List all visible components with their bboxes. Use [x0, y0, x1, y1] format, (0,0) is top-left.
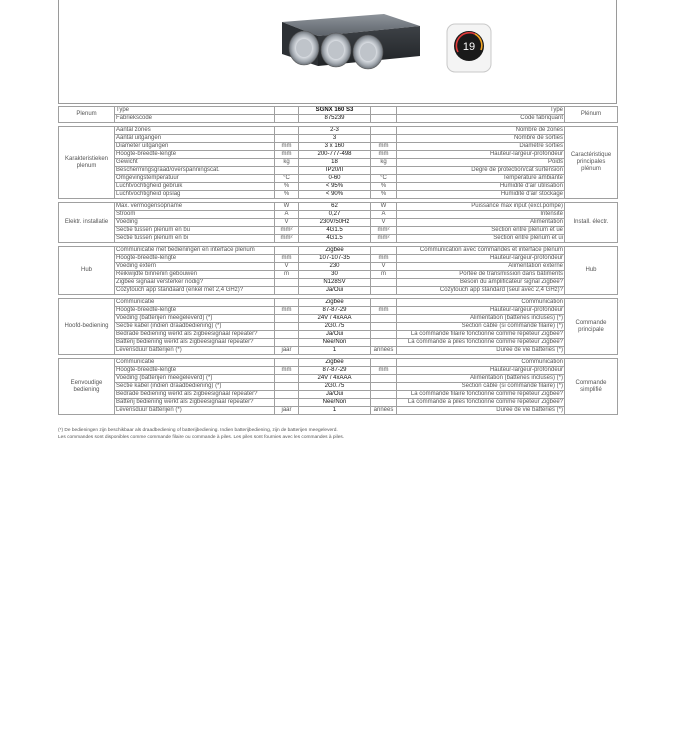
spec-label-fr: Alimentation (batteries incluses) (*) — [397, 375, 565, 383]
spec-label-nl: Aantal uitgangen — [115, 135, 275, 143]
footnote-nl: (*) De bedieningen zijn beschikbaar als draadbediening of batterijbediening. Indien batterijbediening, zijn de batterijen meegeleverd. — [58, 428, 338, 433]
spec-value: < 95% — [299, 183, 371, 191]
spec-label-fr: Hauteur-largeur-profondeur — [397, 255, 565, 263]
spec-label-nl: Communicatie met bedieningen en interface plenum — [115, 247, 275, 255]
spec-label-nl: Type — [115, 107, 275, 115]
table-row — [59, 175, 618, 183]
spec-value: 4G1.5 — [299, 235, 371, 243]
spec-value: IP20/II — [299, 167, 371, 175]
unit-nl: mm — [275, 307, 299, 315]
spec-label-nl: Hoogte-breedte-lengte — [115, 151, 275, 159]
spec-label-fr: La commande à piles fonctionne comme répéteur Zigbee? — [397, 399, 565, 407]
unit-fr: W — [371, 203, 397, 211]
group-label-fr: Commande principale — [565, 299, 618, 355]
spec-value: 1 — [299, 347, 371, 355]
unit-nl — [275, 127, 299, 135]
spec-value: Zigbee — [299, 247, 371, 255]
table-row — [59, 115, 618, 123]
group-label-fr: Plénum — [565, 107, 618, 123]
spec-label-fr: Intensité — [397, 211, 565, 219]
spec-label-fr: Humidité d'air stockage — [397, 191, 565, 199]
unit-nl: W — [275, 203, 299, 211]
spec-label-nl: Levensduur batterijen (*) — [115, 407, 275, 415]
table-row — [59, 151, 618, 159]
unit-fr — [371, 279, 397, 287]
unit-fr: m — [371, 271, 397, 279]
plenum-unit-image — [274, 12, 424, 78]
spec-label-fr: Diamètre sorties — [397, 143, 565, 151]
spec-label-fr: Portée de transmission dans bâtiments — [397, 271, 565, 279]
spec-label-nl: Hoogte-breedte-lengte — [115, 367, 275, 375]
product-images — [58, 0, 617, 104]
unit-fr — [371, 359, 397, 367]
unit-nl: mm — [275, 151, 299, 159]
table-row — [59, 235, 618, 243]
spec-label-nl: Communicatie — [115, 359, 275, 367]
spec-value: Nee/Non — [299, 399, 371, 407]
unit-fr: A — [371, 211, 397, 219]
unit-nl — [275, 359, 299, 367]
unit-fr — [371, 127, 397, 135]
unit-fr: années — [371, 407, 397, 415]
unit-fr: années — [371, 347, 397, 355]
spec-label-nl: Sectie kabel (indien draadbediening) (*) — [115, 323, 275, 331]
spec-value: Ja/Oui — [299, 331, 371, 339]
unit-fr: °C — [371, 175, 397, 183]
table-row — [59, 375, 618, 383]
unit-fr: mm — [371, 151, 397, 159]
unit-nl: m — [275, 271, 299, 279]
spec-label-fr: Cozytouch app standard (seul avec 2,4 GHz)? — [397, 287, 565, 295]
table-row — [59, 203, 618, 211]
table-row — [59, 347, 618, 355]
table-row — [59, 159, 618, 167]
spec-value: 87-87-29 — [299, 367, 371, 375]
unit-fr — [371, 115, 397, 123]
group-label-fr: Caractéristique principales plénum — [565, 127, 618, 199]
spec-label-fr: Besoin du amplificateur signal Zigbee? — [397, 279, 565, 287]
unit-fr — [371, 167, 397, 175]
spec-label-fr: Section entre plenum et ui — [397, 235, 565, 243]
unit-fr — [371, 287, 397, 295]
unit-nl: % — [275, 183, 299, 191]
spec-label-fr: La commande filaire fonctionne comme répéteur Zigbee? — [397, 331, 565, 339]
spec-label-fr: Durée de vie batteries (*) — [397, 407, 565, 415]
spec-label-nl: Fabriekscode — [115, 115, 275, 123]
spec-value: Ja/Oui — [299, 391, 371, 399]
group-label-nl: Eenvoudige bediening — [59, 359, 115, 415]
table-row — [59, 367, 618, 375]
unit-nl — [275, 115, 299, 123]
spec-value: 24V / 4xAAA — [299, 375, 371, 383]
spec-label-fr: Alimentation externe — [397, 263, 565, 271]
spec-label-nl: Voeding — [115, 219, 275, 227]
spec-label-nl: Cozytouch app standaard (enkel met 2,4 GHz)? — [115, 287, 275, 295]
unit-fr — [371, 399, 397, 407]
group-label-nl: Karakteristieken plenum — [59, 127, 115, 199]
spec-value: N128SV — [299, 279, 371, 287]
table-row — [59, 191, 618, 199]
table-row — [59, 183, 618, 191]
unit-fr: % — [371, 191, 397, 199]
unit-nl: V — [275, 263, 299, 271]
spec-value: 3 — [299, 135, 371, 143]
spec-label-nl: Batterij bediening werkt als zigbeesignaal repeater? — [115, 339, 275, 347]
spec-label-nl: Voeding (batterijen meegeleverd) (*) — [115, 315, 275, 323]
unit-nl — [275, 323, 299, 331]
spec-value: 24V / 4xAAA — [299, 315, 371, 323]
spec-value: Zigbee — [299, 359, 371, 367]
thermostat-image — [445, 22, 493, 74]
footnotes — [58, 428, 618, 441]
spec-label-nl: Sectie tussen plenum en bu — [115, 227, 275, 235]
unit-fr — [371, 339, 397, 347]
spec-label-fr: Type — [397, 107, 565, 115]
table-row — [59, 255, 618, 263]
unit-nl — [275, 331, 299, 339]
unit-fr: V — [371, 219, 397, 227]
unit-nl: jaar — [275, 347, 299, 355]
spec-value: 0,27 — [299, 211, 371, 219]
specification-table — [58, 106, 618, 415]
spec-label-nl: Reikwijdte binnenin gebouwen — [115, 271, 275, 279]
spec-label-fr: La commande à piles fonctionne comme répéteur Zigbee? — [397, 339, 565, 347]
table-row — [59, 211, 618, 219]
table-row — [59, 263, 618, 271]
table-row — [59, 271, 618, 279]
table-row — [59, 391, 618, 399]
spec-label-fr: Nombre de zones — [397, 127, 565, 135]
spec-value: SGNX 160 S3 — [299, 107, 371, 115]
spec-label-fr: Section entre plenum et ue — [397, 227, 565, 235]
unit-nl: jaar — [275, 407, 299, 415]
unit-fr: mm — [371, 307, 397, 315]
spec-label-nl: Sectie kabel (indien draadbediening) (*) — [115, 383, 275, 391]
spec-value: 18 — [299, 159, 371, 167]
unit-nl — [275, 315, 299, 323]
spec-label-nl: Max. vermogensopname — [115, 203, 275, 211]
spec-value: 0-60 — [299, 175, 371, 183]
unit-nl — [275, 287, 299, 295]
table-row — [59, 143, 618, 151]
spec-value: 4G1.5 — [299, 227, 371, 235]
spec-label-nl: Luchtvochtigheid gebruik — [115, 183, 275, 191]
spec-label-nl: Levensduur batterijen (*) — [115, 347, 275, 355]
unit-nl: mm — [275, 143, 299, 151]
unit-nl: kg — [275, 159, 299, 167]
unit-fr — [371, 315, 397, 323]
spec-value: Ja/Oui — [299, 287, 371, 295]
table-row — [59, 219, 618, 227]
footnote-fr: Les commandes sont disponibles comme commande filaire ou commande à piles. Les piles sont fournies avec les commandes à piles. — [58, 434, 345, 440]
spec-label-fr: Hauteur-largeur-profondeur — [397, 307, 565, 315]
unit-nl: mm — [275, 367, 299, 375]
table-row — [59, 287, 618, 295]
spec-label-fr: Code fabriquant — [397, 115, 565, 123]
group-label-fr: Install. électr. — [565, 203, 618, 243]
unit-fr — [371, 247, 397, 255]
spec-label-nl: Omgevingstemperatuur — [115, 175, 275, 183]
unit-nl — [275, 247, 299, 255]
spec-label-fr: Durée de vie batteries (*) — [397, 347, 565, 355]
spec-value: 3 x 160 — [299, 143, 371, 151]
group-label-nl: Plenum — [59, 107, 115, 123]
spec-value: 230V/50Hz — [299, 219, 371, 227]
table-row — [59, 127, 618, 135]
spec-value: 62 — [299, 203, 371, 211]
unit-fr — [371, 331, 397, 339]
table-row — [59, 279, 618, 287]
spec-label-nl: Luchtvochtigheid opslag — [115, 191, 275, 199]
spec-label-fr: Nombre de sorties — [397, 135, 565, 143]
table-row — [59, 383, 618, 391]
table-row — [59, 323, 618, 331]
spec-label-fr: Hauteur-largeur-profondeur — [397, 151, 565, 159]
spec-value: Nee/Non — [299, 339, 371, 347]
table-row — [59, 359, 618, 367]
spec-label-nl: Aantal zones — [115, 127, 275, 135]
spec-label-fr: La commande filaire fonctionne comme répéteur Zigbee? — [397, 391, 565, 399]
unit-fr: mm² — [371, 227, 397, 235]
unit-nl — [275, 299, 299, 307]
unit-fr: mm² — [371, 235, 397, 243]
table-row — [59, 315, 618, 323]
unit-fr — [371, 323, 397, 331]
unit-fr — [371, 135, 397, 143]
unit-fr — [371, 299, 397, 307]
table-row — [59, 307, 618, 315]
unit-nl: °C — [275, 175, 299, 183]
spec-value: 107-107-35 — [299, 255, 371, 263]
spec-label-nl: Voeding (batterijen meegeleverd) (*) — [115, 375, 275, 383]
spec-label-fr: Communication — [397, 359, 565, 367]
spec-label-nl: Communicatie — [115, 299, 275, 307]
table-row — [59, 107, 618, 115]
table-row — [59, 135, 618, 143]
spec-label-fr: Alimentation — [397, 219, 565, 227]
thermostat-reading: 19 — [462, 41, 476, 53]
spec-label-nl: Beschermingsgraad/overspanningscat. — [115, 167, 275, 175]
spec-label-nl: Voeding extern — [115, 263, 275, 271]
group-label-fr: Commande simplifié — [565, 359, 618, 415]
unit-nl — [275, 339, 299, 347]
group-label-fr: Hub — [565, 247, 618, 295]
unit-fr: V — [371, 263, 397, 271]
unit-nl: mm² — [275, 227, 299, 235]
spec-label-nl: Stroom — [115, 211, 275, 219]
spec-value: 875239 — [299, 115, 371, 123]
spec-value: 87-87-29 — [299, 307, 371, 315]
spec-label-fr: Communication — [397, 299, 565, 307]
spec-label-nl: Sectie tussen plenum en bi — [115, 235, 275, 243]
spec-label-nl: Hoogte-breedte-lengte — [115, 307, 275, 315]
table-row — [59, 167, 618, 175]
unit-nl — [275, 135, 299, 143]
unit-nl: V — [275, 219, 299, 227]
unit-fr: mm — [371, 367, 397, 375]
table-row — [59, 299, 618, 307]
group-label-nl: Hub — [59, 247, 115, 295]
unit-nl: A — [275, 211, 299, 219]
spec-label-nl: Bedrade bediening werkt als zigbeesignaal repeater? — [115, 391, 275, 399]
unit-nl — [275, 399, 299, 407]
spec-label-fr: Poids — [397, 159, 565, 167]
table-row — [59, 331, 618, 339]
spec-label-fr: Communication avec commandes et interface plénum — [397, 247, 565, 255]
spec-value: < 90% — [299, 191, 371, 199]
table-row — [59, 227, 618, 235]
group-label-nl: Hoofd-bediening — [59, 299, 115, 355]
spec-label-nl: Batterij bediening werkt als zigbeesignaal repeater? — [115, 399, 275, 407]
spec-label-fr: Degré de protection/cat surtension — [397, 167, 565, 175]
table-row — [59, 247, 618, 255]
spec-label-fr: Température ambiante — [397, 175, 565, 183]
group-label-nl: Elektr. installatie — [59, 203, 115, 243]
unit-fr: mm — [371, 255, 397, 263]
spec-value: Zigbee — [299, 299, 371, 307]
spec-value: 30 — [299, 271, 371, 279]
spec-sheet — [58, 0, 617, 415]
unit-nl: mm — [275, 255, 299, 263]
table-row — [59, 339, 618, 347]
unit-nl: % — [275, 191, 299, 199]
spec-value: 2G0.75 — [299, 383, 371, 391]
spec-label-nl: Diameter uitgangen — [115, 143, 275, 151]
spec-value: 230 — [299, 263, 371, 271]
unit-nl: mm² — [275, 235, 299, 243]
unit-fr: % — [371, 183, 397, 191]
spec-label-fr: Section câble (si commande filaire) (*) — [397, 323, 565, 331]
unit-nl — [275, 167, 299, 175]
spec-label-fr: Section câble (si commande filaire) (*) — [397, 383, 565, 391]
unit-nl — [275, 383, 299, 391]
spec-label-fr: Puissance max input (excl.pompe) — [397, 203, 565, 211]
unit-fr: kg — [371, 159, 397, 167]
spec-label-nl: Gewicht — [115, 159, 275, 167]
spec-value: 2G0.75 — [299, 323, 371, 331]
spec-value: 200-777-498 — [299, 151, 371, 159]
unit-fr — [371, 375, 397, 383]
spec-value: 2-3 — [299, 127, 371, 135]
unit-nl — [275, 107, 299, 115]
spec-label-nl: Bedrade bediening werkt als zigbeesignaal repeater? — [115, 331, 275, 339]
unit-nl — [275, 391, 299, 399]
spec-label-fr: Hauteur-largeur-profondeur — [397, 367, 565, 375]
spec-value: 1 — [299, 407, 371, 415]
unit-fr — [371, 391, 397, 399]
unit-fr — [371, 383, 397, 391]
spec-label-fr: Humidité d'air utilisation — [397, 183, 565, 191]
unit-fr: mm — [371, 143, 397, 151]
unit-nl — [275, 375, 299, 383]
spec-label-nl: Hoogte-breedte-lengte — [115, 255, 275, 263]
unit-nl — [275, 279, 299, 287]
table-row — [59, 407, 618, 415]
spec-label-fr: Alimentation (batteries incluses) (*) — [397, 315, 565, 323]
spec-label-nl: Zigbee signaal versterker nodig? — [115, 279, 275, 287]
unit-fr — [371, 107, 397, 115]
table-row — [59, 399, 618, 407]
